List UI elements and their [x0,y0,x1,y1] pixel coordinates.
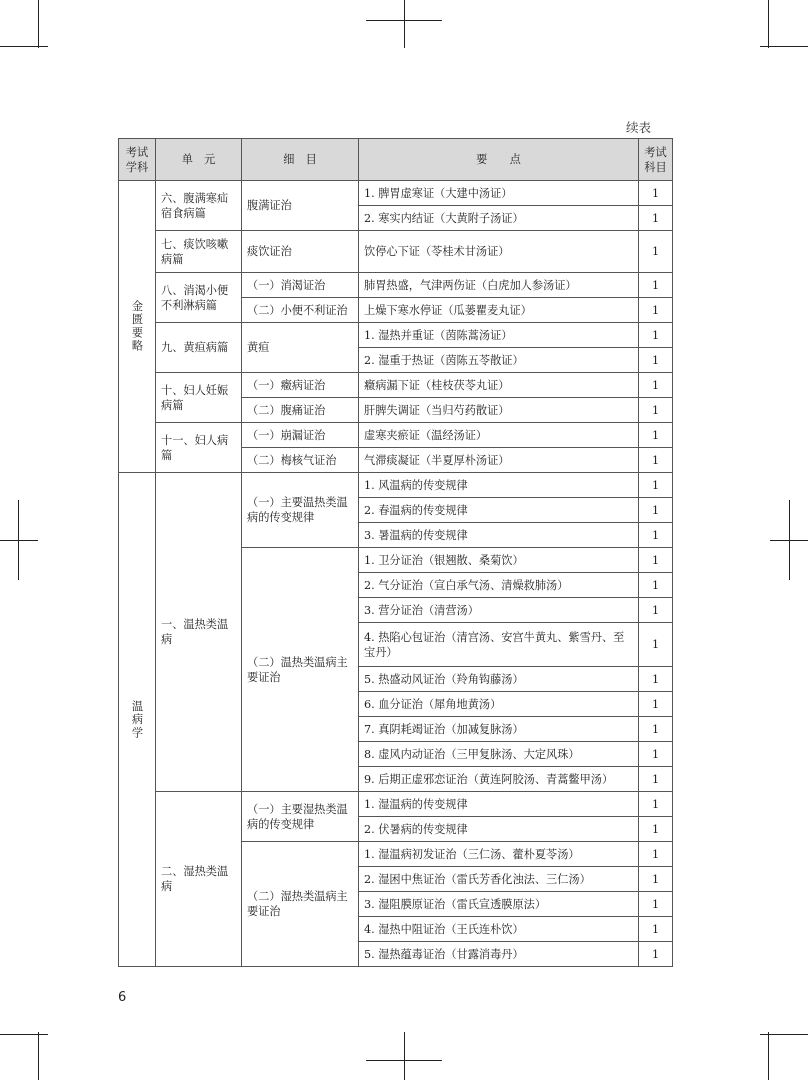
exam-cell: 1 [639,523,673,548]
crop-mark [768,0,769,48]
point-cell: 3. 暑温病的传变规律 [359,523,639,548]
point-cell: 上燥下寒水停证（瓜蒌瞿麦丸证） [359,298,639,323]
point-cell: 3. 营分证治（清营汤） [359,598,639,623]
detail-cell: （二）湿热类温病主要证治 [242,842,359,967]
unit-cell: 八、消渴小便不利淋病篇 [156,273,242,323]
page-number: 6 [118,990,127,1005]
point-cell: 肝脾失调证（当归芍药散证） [359,398,639,423]
exam-cell: 1 [639,767,673,792]
exam-cell: 1 [639,867,673,892]
exam-cell: 1 [639,448,673,473]
point-cell: 癥病漏下证（桂枝茯苓丸证） [359,373,639,398]
syllabus-table [118,138,673,967]
table-row [119,323,673,348]
detail-cell: （一）癥病证治 [242,373,359,398]
point-cell: 4. 热陷心包证治（清宫汤、安宫牛黄丸、紫雪丹、至宝丹） [359,623,639,667]
exam-cell: 1 [639,373,673,398]
point-cell: 气滞痰凝证（半夏厚朴汤证） [359,448,639,473]
crop-mark [404,0,405,48]
point-cell: 1. 湿热并重证（茵陈蒿汤证） [359,323,639,348]
point-cell: 1. 湿温病的传变规律 [359,792,639,817]
detail-cell: （二）温热类温病主要证治 [242,548,359,792]
detail-cell: （一）主要温热类温病的传变规律 [242,473,359,548]
crop-mark [0,540,38,541]
crop-mark [38,1032,39,1080]
point-cell: 9. 后期正虚邪恋证治（黄连阿胶汤、青蒿鳖甲汤） [359,767,639,792]
exam-cell: 1 [639,498,673,523]
exam-cell: 1 [639,573,673,598]
point-cell: 5. 热盛动风证治（羚角钩藤汤） [359,667,639,692]
point-cell: 1. 湿温病初发证治（三仁汤、藿朴夏苓汤） [359,842,639,867]
crop-mark [789,500,790,580]
table-header-row [119,139,673,181]
unit-cell: 一、温热类温病 [156,473,242,792]
point-cell: 饮停心下证（苓桂术甘汤证） [359,231,639,273]
point-cell: 2. 伏暑病的传变规律 [359,817,639,842]
point-cell: 7. 真阴耗竭证治（加减复脉汤） [359,717,639,742]
exam-cell: 1 [639,842,673,867]
exam-cell: 1 [639,792,673,817]
point-cell: 虚寒夹瘀证（温经汤证） [359,423,639,448]
exam-cell: 1 [639,598,673,623]
exam-cell: 1 [639,892,673,917]
exam-cell: 1 [639,348,673,373]
detail-cell: 黄疸 [242,323,359,373]
detail-cell: （一）崩漏证治 [242,423,359,448]
table-row [119,473,673,498]
unit-cell: 九、黄疸病篇 [156,323,242,373]
point-cell: 4. 湿热中阻证治（王氏连朴饮） [359,917,639,942]
header-detail: 细 目 [242,139,359,181]
detail-cell: （二）小便不利证治 [242,298,359,323]
exam-cell: 1 [639,206,673,231]
header-exam: 考试科目 [639,139,673,181]
exam-cell: 1 [639,323,673,348]
table-row [119,792,673,817]
exam-cell: 1 [639,273,673,298]
exam-cell: 1 [639,623,673,667]
table-row [119,273,673,298]
point-cell: 肺胃热盛，气津两伤证（白虎加人参汤证） [359,273,639,298]
exam-cell: 1 [639,473,673,498]
unit-cell: 二、湿热类温病 [156,792,242,967]
exam-cell: 1 [639,717,673,742]
detail-cell: （一）消渴证治 [242,273,359,298]
exam-cell: 1 [639,298,673,323]
table-row [119,181,673,206]
detail-cell: （一）主要湿热类温病的传变规律 [242,792,359,842]
unit-cell: 十、妇人妊娠病篇 [156,373,242,423]
detail-cell: 腹满证治 [242,181,359,231]
crop-mark [38,0,39,48]
header-unit: 单 元 [156,139,242,181]
header-subject: 考试学科 [119,139,156,181]
exam-cell: 1 [639,917,673,942]
point-cell: 2. 春温病的传变规律 [359,498,639,523]
point-cell: 1. 卫分证治（银翘散、桑菊饮） [359,548,639,573]
exam-cell: 1 [639,548,673,573]
point-cell: 2. 寒实内结证（大黄附子汤证） [359,206,639,231]
crop-mark [0,1034,48,1035]
detail-cell: （二）梅核气证治 [242,448,359,473]
crop-mark [0,46,48,47]
table-row [119,423,673,448]
point-cell: 1. 脾胃虚寒证（大建中汤证） [359,181,639,206]
exam-cell: 1 [639,942,673,967]
detail-cell: （二）腹痛证治 [242,398,359,423]
exam-cell: 1 [639,398,673,423]
exam-cell: 1 [639,423,673,448]
unit-cell: 六、腹满寒疝宿食病篇 [156,181,242,231]
crop-mark [768,1032,769,1080]
crop-mark [404,1032,405,1080]
point-cell: 1. 风温病的传变规律 [359,473,639,498]
point-cell: 8. 虚风内动证治（三甲复脉汤、大定风珠） [359,742,639,767]
table-row [119,373,673,398]
exam-cell: 1 [639,692,673,717]
subject-cell: 金匮要略 [119,181,156,473]
exam-cell: 1 [639,181,673,206]
subject-cell: 温病学 [119,473,156,967]
table-row [119,231,673,273]
exam-cell: 1 [639,667,673,692]
exam-cell: 1 [639,231,673,273]
header-points: 要 点 [359,139,639,181]
point-cell: 5. 湿热蕴毒证治（甘露消毒丹） [359,942,639,967]
point-cell: 2. 湿困中焦证治（雷氏芳香化浊法、三仁汤） [359,867,639,892]
point-cell: 2. 湿重于热证（茵陈五苓散证） [359,348,639,373]
detail-cell: 痰饮证治 [242,231,359,273]
point-cell: 3. 湿阻膜原证治（雷氏宣透膜原法） [359,892,639,917]
unit-cell: 七、痰饮咳嗽病篇 [156,231,242,273]
continued-label: 续表 [626,120,652,135]
point-cell: 2. 气分证治（宣白承气汤、清燥救肺汤） [359,573,639,598]
point-cell: 6. 血分证治（犀角地黄汤） [359,692,639,717]
exam-cell: 1 [639,817,673,842]
exam-cell: 1 [639,742,673,767]
unit-cell: 十一、妇人病篇 [156,423,242,473]
crop-mark [18,500,19,580]
